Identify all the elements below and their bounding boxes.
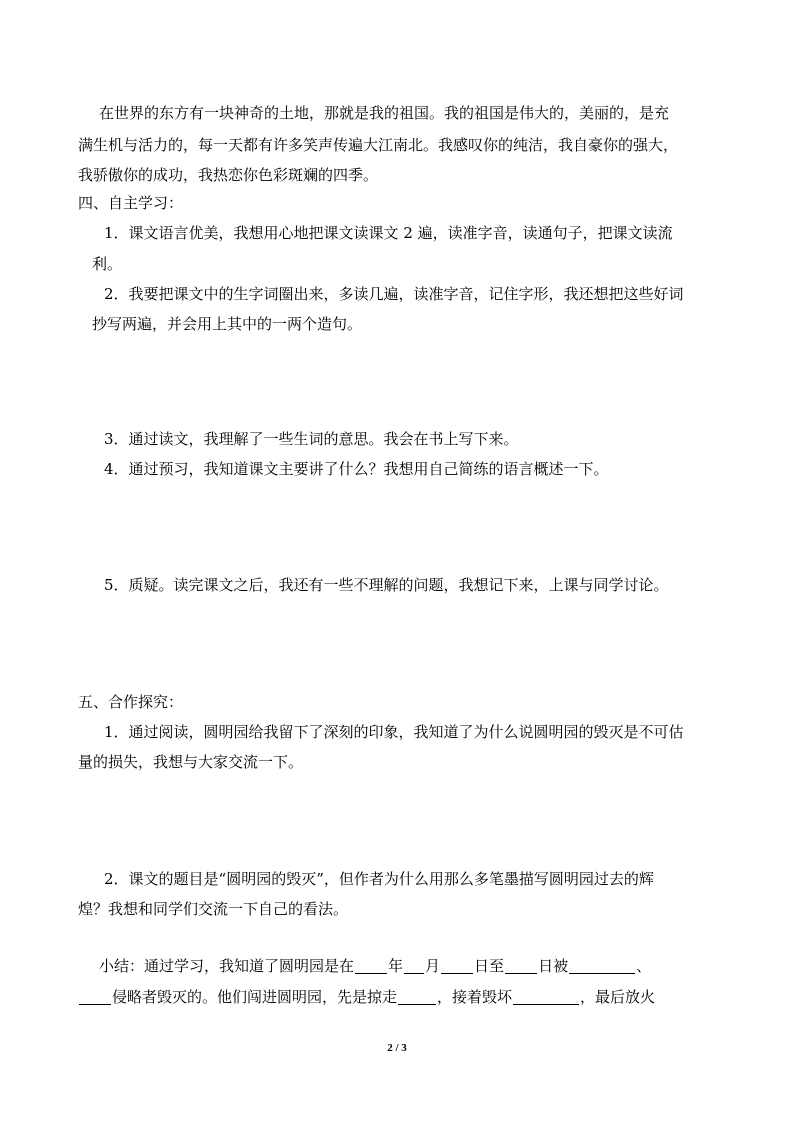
summary-line-2	[78, 987, 655, 1007]
s4-item-3: 3．通过读文，我理解了一些生词的意思。我会在书上写下来。	[104, 430, 519, 448]
intro-line-3: 我骄傲你的成功，我热恋你色彩斑斓的四季。	[78, 166, 379, 184]
section-5-heading: 五、合作探究：	[78, 693, 184, 711]
intro-line-1: 在世界的东方有一块神奇的土地，那就是我的祖国。我的祖国是伟大的，美丽的，是充	[99, 104, 670, 122]
s5-item-1-line-2: 量的损失，我想与大家交流一下。	[78, 753, 304, 771]
summary-text-8: ，接着毁坏	[437, 988, 513, 1006]
blank-destroyed[interactable]	[513, 989, 579, 1005]
blank-invader-1[interactable]	[569, 958, 635, 974]
blank-looted[interactable]	[398, 989, 436, 1005]
summary-text-5: 日被	[538, 957, 569, 975]
s4-item-4: 4．通过预习，我知道课文主要讲了什么？我想用自己简练的语言概述一下。	[104, 460, 609, 478]
summary-text-9: ，最后放火	[580, 988, 656, 1006]
summary-text-4: 日至	[474, 957, 505, 975]
summary-text-7: 侵略者毁灭的。他们闯进圆明园，先是掠走	[112, 988, 398, 1006]
s5-item-2-line-1: 2．课文的题目是“圆明园的毁灭”，但作者为什么用那么多笔墨描写圆明园过去的辉	[104, 870, 654, 888]
blank-year[interactable]	[355, 958, 387, 974]
page-number: 2 / 3	[387, 1042, 407, 1054]
s4-item-1-line-2: 利。	[92, 255, 123, 273]
summary-text-6: 、	[636, 957, 652, 975]
s5-item-2-line-2: 煌？我想和同学们交流一下自己的看法。	[78, 900, 349, 918]
s4-item-1-line-1: 1．课文语言优美，我想用心地把课文读课文 2 遍，读准字音，读通句子，把课文读流	[104, 224, 673, 242]
s4-item-2-line-2: 抄写两遍，并会用上其中的一两个造句。	[92, 315, 363, 333]
s5-item-1-line-1: 1．通过阅读，圆明园给我留下了深刻的印象，我知道了为什么说圆明园的毁灭是不可估	[104, 723, 684, 741]
blank-day-start[interactable]	[441, 958, 473, 974]
blank-month[interactable]	[404, 958, 424, 974]
s4-item-5: 5．质疑。读完课文之后，我还有一些不理解的问题，我想记下来，上课与同学讨论。	[104, 576, 669, 594]
summary-text-2: 年	[388, 957, 404, 975]
summary-line-1	[99, 956, 651, 976]
s4-item-2-line-1: 2．我要把课文中的生字词圈出来，多读几遍，读准字音，记住字形，我还想把这些好词	[104, 285, 684, 303]
section-4-heading: 四、自主学习：	[78, 194, 184, 212]
summary-text-1: 小结：通过学习，我知道了圆明园是在	[99, 957, 355, 975]
intro-line-2: 满生机与活力的，每一天都有许多笑声传遍大江南北。我感叹你的纯洁，我自豪你的强大，	[78, 136, 679, 154]
blank-day-end[interactable]	[505, 958, 537, 974]
blank-invader-2[interactable]	[79, 989, 111, 1005]
summary-text-3: 月	[425, 957, 441, 975]
